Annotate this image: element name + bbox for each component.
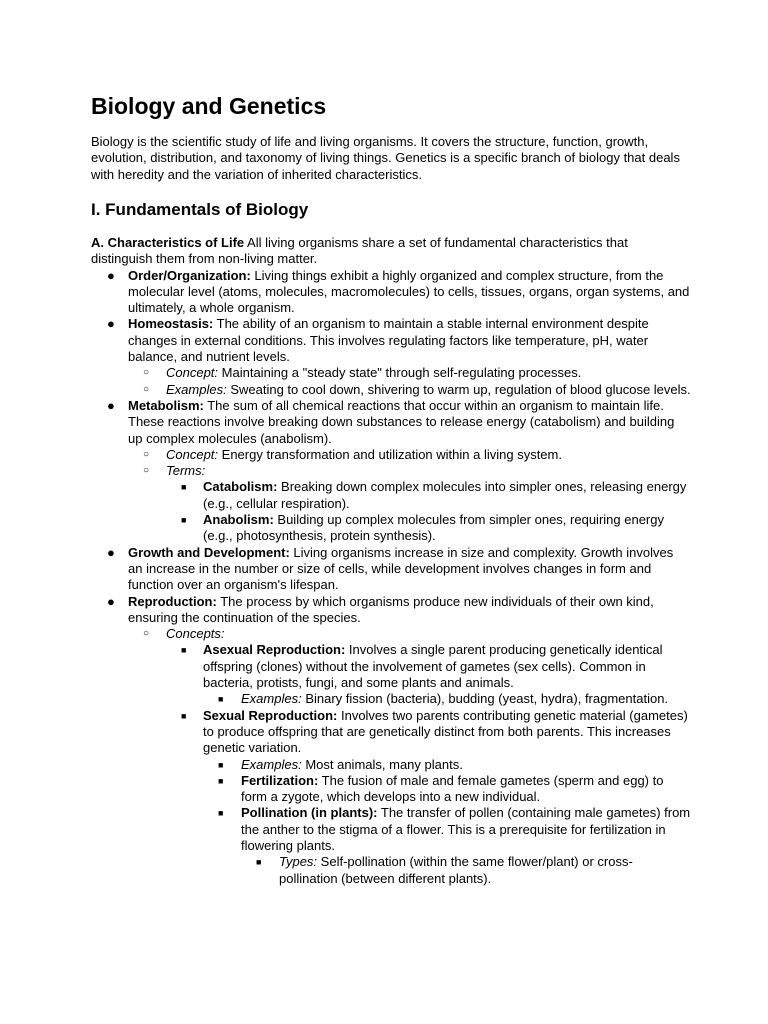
item-text: Sweating to cool down, shivering to warm up, regulation of blood glucose levels. — [226, 381, 691, 397]
document-title: Biology and Genetics — [91, 93, 327, 119]
pollination-sublist — [241, 854, 691, 887]
section-body — [91, 235, 691, 887]
list-item-pollination — [203, 805, 691, 886]
list-item-concept — [128, 365, 691, 381]
bullet-marker: ● — [107, 397, 115, 413]
item-text: Building up complex molecules from simpler ones, requiring energy (e.g., photosynthesis, protein synthesis). — [203, 512, 664, 544]
metabolism-sublist — [128, 447, 691, 545]
item-term: Sexual Reproduction: — [203, 707, 338, 723]
item-text: Maintaining a "steady state" through self-regulating processes. — [218, 365, 582, 381]
list-item-catabolism — [166, 479, 691, 512]
list-item-asexual-examples — [203, 691, 691, 707]
item-label: Concept: — [166, 365, 219, 381]
section-heading: I. Fundamentals of Biology — [91, 200, 309, 219]
list-item-homeostasis — [91, 316, 691, 397]
item-text: Self-pollination (within the same flower/plant) or cross-pollination (between different plants). — [279, 854, 633, 886]
item-label: Terms: — [166, 463, 206, 479]
circle-marker: ○ — [143, 628, 150, 640]
subsection-label: A. Characteristics of Life — [91, 235, 245, 250]
item-label: Examples: — [241, 691, 302, 707]
item-text: Energy transformation and utilization within a living system. — [218, 446, 562, 462]
item-label: Examples: — [241, 756, 302, 772]
list-item-fertilization — [203, 773, 691, 806]
square-marker: ■ — [181, 645, 187, 656]
item-term: Anabolism: — [203, 512, 274, 528]
list-item-reproduction — [91, 594, 691, 887]
terms-sublist — [166, 479, 691, 544]
item-text: Binary fission (bacteria), budding (yeast, hydra), fragmentation. — [301, 691, 669, 707]
subsection-characteristics — [91, 235, 691, 268]
list-item-examples — [128, 382, 691, 398]
item-text: The fusion of male and female gametes (sperm and egg) to form a zygote, which develops into a new individual. — [241, 772, 664, 805]
square-marker: ■ — [218, 694, 224, 705]
intro-paragraph: Biology is the scientific study of life and living organisms. It covers the structure, function, growth, evolution, distribution, and taxonomy of living things. Genetics is a specific branch of biology that deals with heredity and the variation of inherited characteristics. — [91, 134, 680, 182]
item-term: Asexual Reproduction: — [203, 642, 346, 658]
subsection-text: All living organisms share a set of fundamental characteristics that distinguish them from non-living matter. — [91, 235, 628, 267]
list-item-order — [91, 268, 691, 317]
item-text: Living organisms increase in size and complexity. Growth involves an increase in the number or size of cells, while development involves changes in form and function over an organism's lifespan. — [128, 544, 674, 593]
item-text: Living things exhibit a highly organized and complex structure, from the molecular level (atoms, molecules, macromolecules) to cells, tissues, organs, organ systems, and ultimately, a whole organism. — [128, 267, 690, 316]
square-marker: ■ — [218, 808, 224, 819]
item-text: Involves two parents contributing genetic material (gametes) to produce offspring that are genetically distinct from both parents. This increases genetic variation. — [203, 707, 688, 756]
list-item-sexual — [166, 708, 691, 887]
circle-marker: ○ — [143, 465, 150, 477]
item-term: Order/Organization: — [128, 267, 251, 283]
item-label: Concepts: — [166, 626, 225, 642]
item-term: Metabolism: — [128, 397, 204, 413]
item-term: Growth and Development: — [128, 544, 290, 560]
list-item-sexual-examples — [203, 757, 691, 773]
item-term: Reproduction: — [128, 593, 217, 609]
list-item-anabolism — [166, 512, 691, 545]
item-text: Involves a single parent producing genetically identical offspring (clones) without the involvement of gametes (sex cells). Common in bacteria, protists, fungi, and some plants and animals. — [203, 642, 663, 691]
square-marker: ■ — [218, 759, 224, 770]
item-text: The transfer of pollen (containing male gametes) from the anther to the stigma of a flower. This is a prerequisite for fertilization in flowering plants. — [241, 805, 691, 853]
square-marker: ■ — [218, 775, 224, 786]
list-item-asexual — [166, 642, 691, 707]
item-label: Examples: — [166, 381, 227, 397]
circle-marker: ○ — [143, 383, 150, 395]
homeostasis-sublist — [128, 365, 691, 398]
reproduction-sublist — [128, 626, 691, 887]
item-text: Breaking down complex molecules into simpler ones, releasing energy (e.g., cellular respiration). — [203, 479, 687, 511]
bullet-marker: ● — [107, 267, 115, 283]
list-item-concepts — [128, 626, 691, 887]
concepts-sublist — [166, 642, 691, 886]
asexual-sublist — [203, 691, 691, 707]
item-label: Types: — [279, 854, 318, 870]
item-term: Pollination (in plants): — [241, 805, 378, 821]
item-term: Homeostasis: — [128, 316, 214, 332]
item-text: The sum of all chemical reactions that occur within an organism to maintain life. These reactions involve breaking down substances to release energy (catabolism) and building up complex molecules (anabolism). — [128, 397, 675, 446]
item-text: The process by which organisms produce new individuals of their own kind, ensuring the continuation of the species. — [128, 593, 654, 625]
list-item-types — [241, 854, 691, 887]
bullet-marker: ● — [107, 593, 115, 609]
square-marker: ■ — [181, 515, 187, 526]
list-item-growth — [91, 545, 691, 594]
item-term: Fertilization: — [241, 772, 319, 788]
item-text: Most animals, many plants. — [301, 756, 463, 772]
square-marker: ■ — [181, 482, 187, 493]
square-marker: ■ — [181, 710, 187, 721]
list-item-terms — [128, 463, 691, 544]
characteristics-list — [91, 268, 691, 887]
sexual-sublist — [203, 757, 691, 887]
item-label: Concept: — [166, 446, 219, 462]
bullet-marker: ● — [107, 544, 115, 560]
item-text: The ability of an organism to maintain a stable internal environment despite changes in external conditions. This involves regulating factors like temperature, pH, water balance, and nutrient levels. — [128, 316, 649, 365]
square-marker: ■ — [256, 857, 262, 868]
list-item-metabolism — [91, 398, 691, 545]
circle-marker: ○ — [143, 448, 150, 460]
bullet-marker: ● — [107, 316, 115, 332]
item-term: Catabolism: — [203, 479, 278, 495]
list-item-concept — [128, 447, 691, 463]
circle-marker: ○ — [143, 367, 150, 379]
